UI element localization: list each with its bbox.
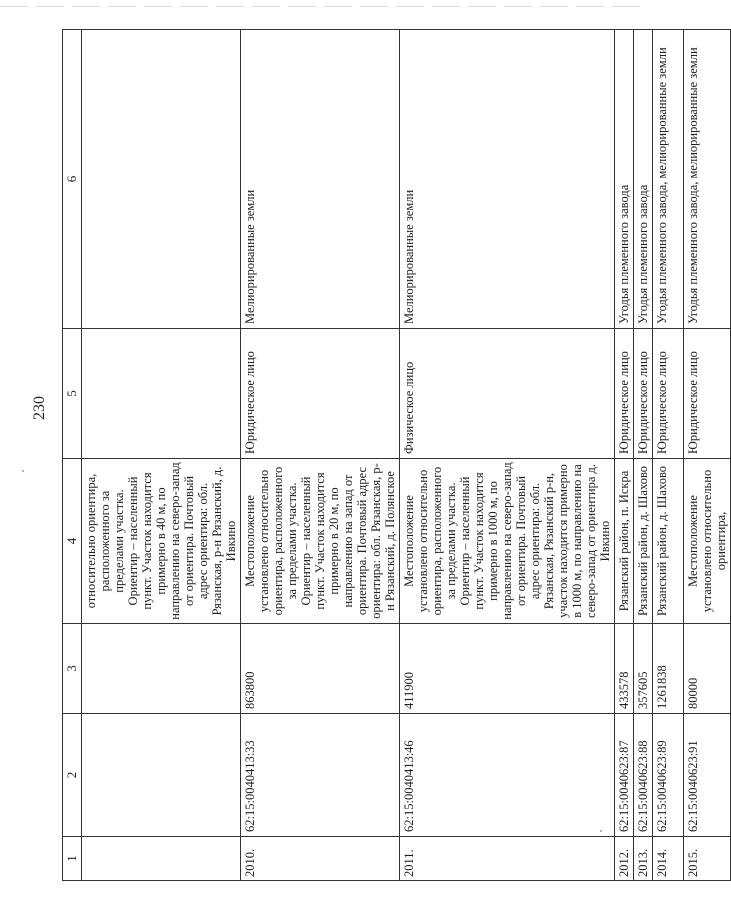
location-description: Рязанский район, п. Искра	[615, 459, 634, 624]
location-description: Местоположение установлено относительно ориентира, расположенного за пределами участка. Ориентир – населенный пункт. Участок находится примерно в 20 м, по направлению на запад от ориентира. Почтовый адрес ориентира: обл. Рязанская, р-н Рязанский, д. Полянское	[241, 459, 400, 624]
table-row	[400, 30, 615, 881]
land-category: Угодья племенного завода	[615, 30, 634, 329]
owner-type	[82, 329, 241, 459]
cadastral-number: 62:15:0040623:88	[634, 714, 653, 837]
land-register-table	[62, 30, 728, 881]
owner-type: Юридическое лицо	[634, 329, 653, 459]
location-description: относительно ориентира, расположенного за пределами участка. Ориентир – населенный пункт. Участок находится примерно в 40 м, по направлению на северо-запад от ориентира. Почтовый адрес ориентира: обл. Рязанская, р-н Рязанский, д. Ивкино	[82, 459, 241, 624]
cadastral-number: 62:15:0040413:46	[400, 714, 615, 837]
location-description: Местоположение установлено относительно ориентира, расположенного за пределами участка. Ориентир – населенный пункт. Участок находится примерно в 1000 м, по направлению на северо-запад от ориентира. Почтовый адрес ориентира: обл. Рязанская, Рязанский р-н, участок находится примерно в 1000 м, по направлению на северо-запад от ориентира д. Ивкино	[400, 459, 615, 624]
location-description: Местоположение установлено относительно ориентира,	[684, 459, 731, 624]
page-number: 230	[31, 396, 48, 420]
area-value	[82, 624, 241, 714]
row-number: 2011.	[400, 837, 615, 881]
area-value: 433578	[615, 624, 634, 714]
table-row	[615, 30, 634, 881]
area-value: 411900	[400, 624, 615, 714]
area-value: 1261838	[653, 624, 684, 714]
land-category: Угодья племенного завода, мелиорированные земли	[653, 30, 684, 329]
area-value: 357605	[634, 624, 653, 714]
register-table	[62, 29, 731, 881]
table-rotated-frame	[62, 30, 728, 881]
location-description: Рязанский район, д. Шахово	[634, 459, 653, 624]
owner-type: Юридическое лицо	[241, 329, 400, 459]
header-col-6: 6	[63, 30, 82, 329]
header-col-4: 4	[63, 459, 82, 624]
land-category: Угодья племенного завода	[634, 30, 653, 329]
row-number	[82, 837, 241, 881]
table-row	[241, 30, 400, 881]
scan-artifact-line	[0, 6, 640, 7]
header-col-2: 2	[63, 714, 82, 837]
row-number: 2014.	[653, 837, 684, 881]
land-category: Мелиорированные земли	[241, 30, 400, 329]
land-category: Угодья племенного завода, мелиорированные земли	[684, 30, 731, 329]
owner-type: Юридическое лицо	[615, 329, 634, 459]
header-row	[63, 30, 82, 881]
table-row	[684, 30, 731, 881]
owner-type: Юридическое лицо	[653, 329, 684, 459]
row-number: 2012.	[615, 837, 634, 881]
cadastral-number: 62:15:0040623:87	[615, 714, 634, 837]
scan-speck	[22, 470, 24, 472]
table-row	[82, 30, 241, 881]
cadastral-number: 62:15:0040413:33	[241, 714, 400, 837]
owner-type: Юридическое лицо	[684, 329, 731, 459]
cadastral-number: 62:15:0040623:91	[684, 714, 731, 837]
land-category: Мелиорированные земли	[400, 30, 615, 329]
land-category	[82, 30, 241, 329]
table-row	[634, 30, 653, 881]
cadastral-number	[82, 714, 241, 837]
row-number: 2015.	[684, 837, 731, 881]
area-value: 863800	[241, 624, 400, 714]
row-number: 2013.	[634, 837, 653, 881]
header-col-3: 3	[63, 624, 82, 714]
scan-speck	[600, 830, 602, 832]
cadastral-number: 62:15:0040623:89	[653, 714, 684, 837]
row-number: 2010.	[241, 837, 400, 881]
area-value: 80000	[684, 624, 731, 714]
header-col-1: 1	[63, 837, 82, 881]
location-description: Рязанский район, д. Шахово	[653, 459, 684, 624]
owner-type: Физическое лицо	[400, 329, 615, 459]
header-col-5: 5	[63, 329, 82, 459]
table-row	[653, 30, 684, 881]
